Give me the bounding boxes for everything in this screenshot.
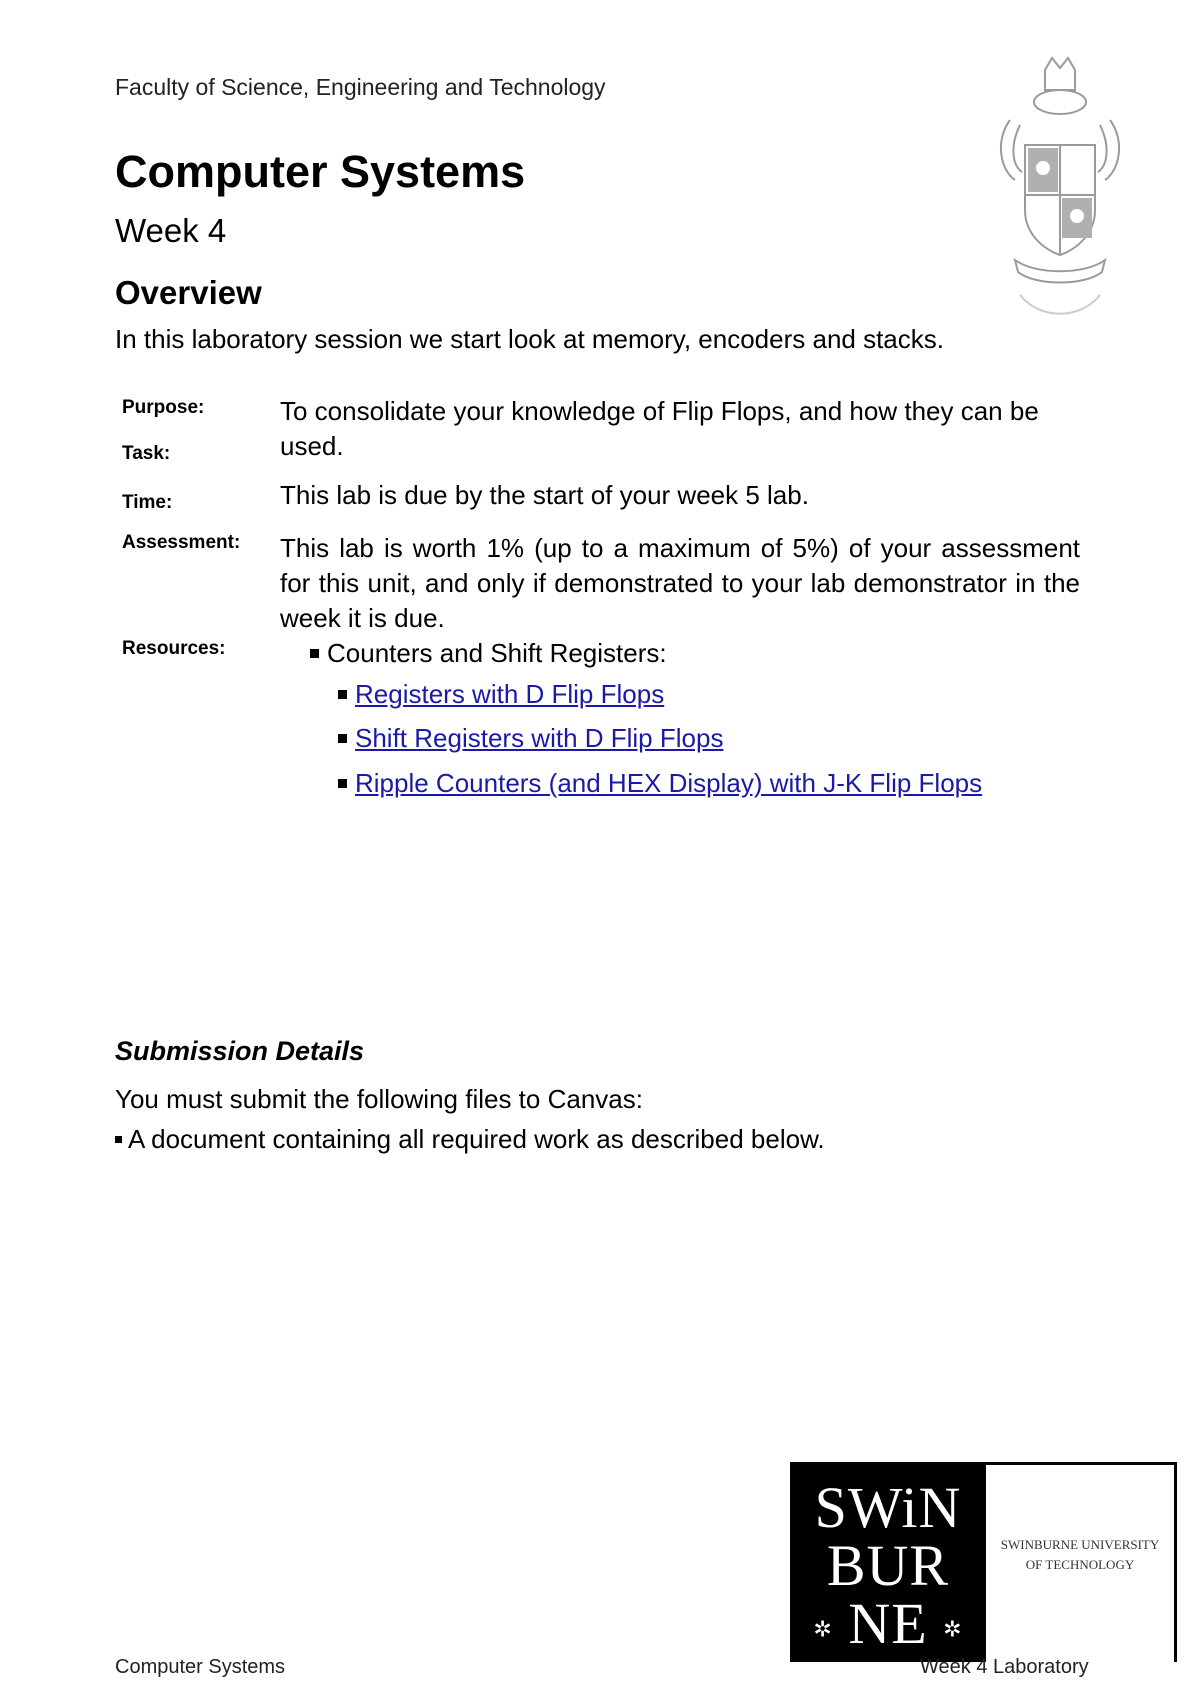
- assessment-text: This lab is worth 1% (up to a maximum of 5%) of your assessment for this unit, and only if demonstrated to your lab demonstrator in the week it is due.: [280, 533, 1080, 633]
- assessment-label: Assessment:: [122, 532, 241, 553]
- bullet-icon: [310, 649, 319, 658]
- resource-item: [338, 677, 664, 711]
- overview-text: In this laboratory session we start look at memory, encoders and stacks.: [115, 324, 944, 354]
- logo-caption-line-2: OF TECHNOLOGY: [1025, 1557, 1135, 1572]
- page-title: Computer Systems: [115, 146, 526, 197]
- submission-item: [115, 1124, 825, 1155]
- time-label: Time:: [122, 492, 173, 513]
- logo-block: [790, 1465, 986, 1662]
- swinburne-logo: [790, 1462, 1177, 1662]
- bullet-icon: [115, 1136, 122, 1143]
- time-text: This lab is due by the start of your week 5 lab.: [280, 480, 809, 510]
- submission-text: You must submit the following files to Canvas:: [115, 1084, 643, 1114]
- logo-line-3-text: NE: [848, 1591, 928, 1656]
- bullet-icon: [338, 690, 347, 699]
- resource-item: [338, 721, 723, 755]
- week-subtitle: Week 4: [115, 212, 227, 249]
- logo-caption-line-1: SWINBURNE UNIVERSITY: [1000, 1537, 1160, 1552]
- resource-item: [338, 766, 982, 800]
- resource-link-ripple-counters[interactable]: Ripple Counters (and HEX Display) with J-K Flip Flops: [355, 768, 983, 798]
- purpose-label: Purpose:: [122, 397, 205, 418]
- resource-link-shift-registers[interactable]: Shift Registers with D Flip Flops: [355, 723, 724, 753]
- star-icon: ✲: [813, 1616, 833, 1642]
- resource-link-registers[interactable]: Registers with D Flip Flops: [355, 679, 665, 709]
- bullet-icon: [338, 779, 347, 788]
- footer-left: Computer Systems: [115, 1656, 286, 1678]
- overview-heading: Overview: [115, 274, 262, 311]
- university-crest-icon: [990, 50, 1130, 330]
- resources-label: Resources:: [122, 638, 226, 659]
- task-label: Task:: [122, 443, 171, 464]
- logo-caption: [992, 1535, 1168, 1575]
- logo-line-2: BUR: [826, 1533, 950, 1598]
- submission-heading: Submission Details: [115, 1036, 365, 1066]
- logo-line-3: [790, 1591, 986, 1659]
- star-icon: ✲: [943, 1616, 963, 1642]
- resources-heading-text: Counters and Shift Registers:: [327, 638, 667, 668]
- purpose-text: To consolidate your knowledge of Flip Flops, and how they can be used.: [280, 396, 1039, 461]
- footer-right: Week 4 Laboratory: [920, 1656, 1089, 1678]
- bullet-icon: [338, 734, 347, 743]
- resources-heading: [310, 636, 667, 670]
- logo-line-1: SWiN: [814, 1475, 962, 1540]
- submission-item-text: A document containing all required work as described below.: [128, 1124, 825, 1154]
- faculty-header: Faculty of Science, Engineering and Technology: [115, 74, 606, 100]
